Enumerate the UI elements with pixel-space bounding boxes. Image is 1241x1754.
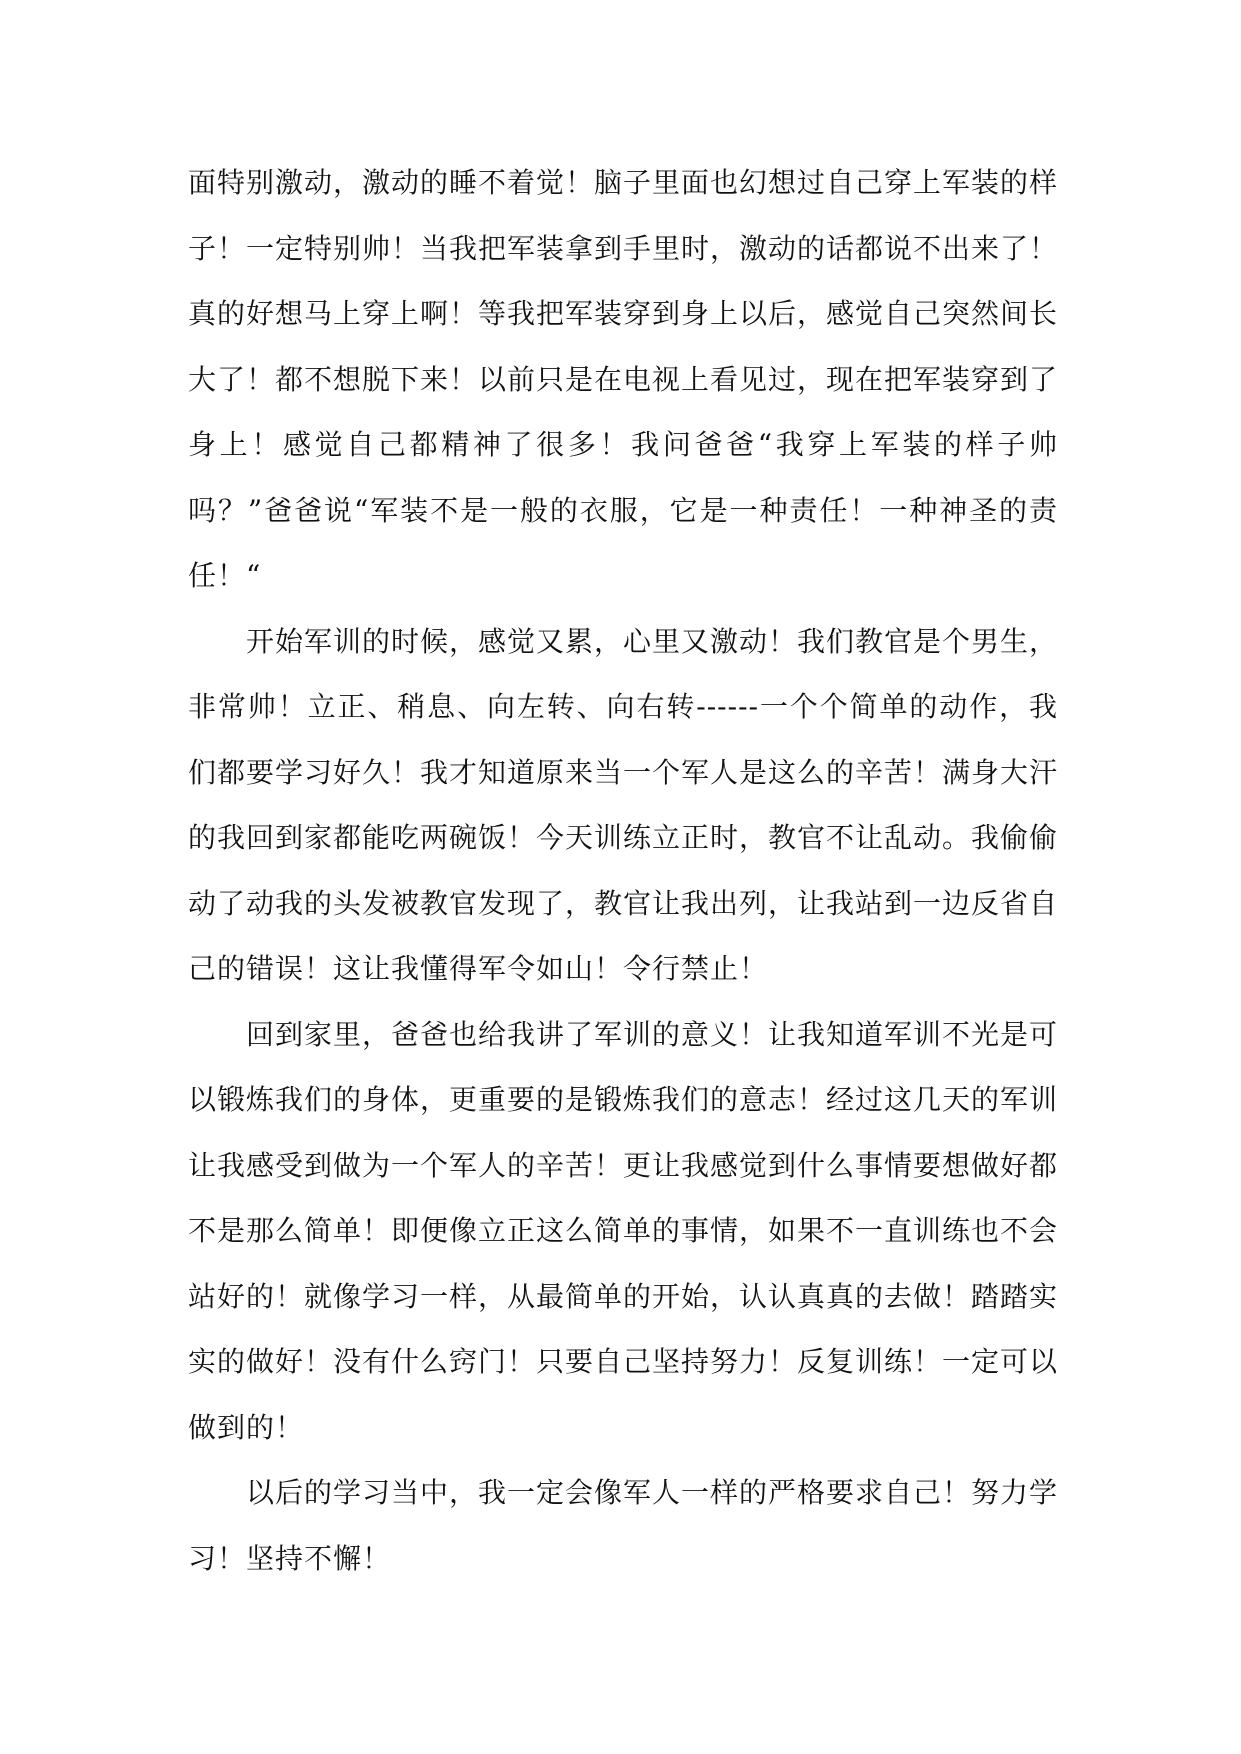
paragraph-meaning-of-training: 回到家里，爸爸也给我讲了军训的意义！让我知道军训不光是可以锻炼我们的身体，更重要的是锻炼我们的意志！经过这几天的军训让我感受到做为一个军人的辛苦！更让我感觉到什么事情要想做好都不是那么简单！即便像立正这么简单的事情，如果不一直训练也不会站好的！就像学习一样，从最简单的开始，认认真真的去做！踏踏实实的做好！没有什么窍门！只要自己坚持努力！反复训练！一定可以做到的！ [188, 1017, 1059, 1444]
document-page [188, 150, 1058, 1591]
paragraph-continuation: 面特别激动，激动的睡不着觉！脑子里面也幻想过自己穿上军装的样子！一定特别帅！当我把军装拿到手里时，激动的话都说不出来了！真的好想马上穿上啊！等我把军装穿到身上以后，感觉自己突然间长大了！都不想脱下来！以前只是在电视上看见过，现在把军装穿到了身上！感觉自己都精神了很多！我问爸爸“我穿上军装的样子帅吗？”爸爸说“军装不是一般的衣服，它是一种责任！一种神圣的责任！“ [188, 166, 1059, 592]
paragraph-military-training: 开始军训的时候，感觉又累，心里又激动！我们教官是个男生，非常帅！立正、稍息、向左转、向右转------一个个简单的动作，我们都要学习好久！我才知道原来当一个军人是这么的辛苦！满身大汗的我回到家都能吃两碗饭！今天训练立正时，教官不让乱动。我偷偷动了动我的头发被教官发现了，教官让我出列，让我站到一边反省自己的错误！这让我懂得军令如山！令行禁止！ [188, 624, 1059, 985]
paragraph-conclusion: 以后的学习当中，我一定会像军人一样的严格要求自己！努力学习！坚持不懈！ [188, 1476, 1059, 1575]
